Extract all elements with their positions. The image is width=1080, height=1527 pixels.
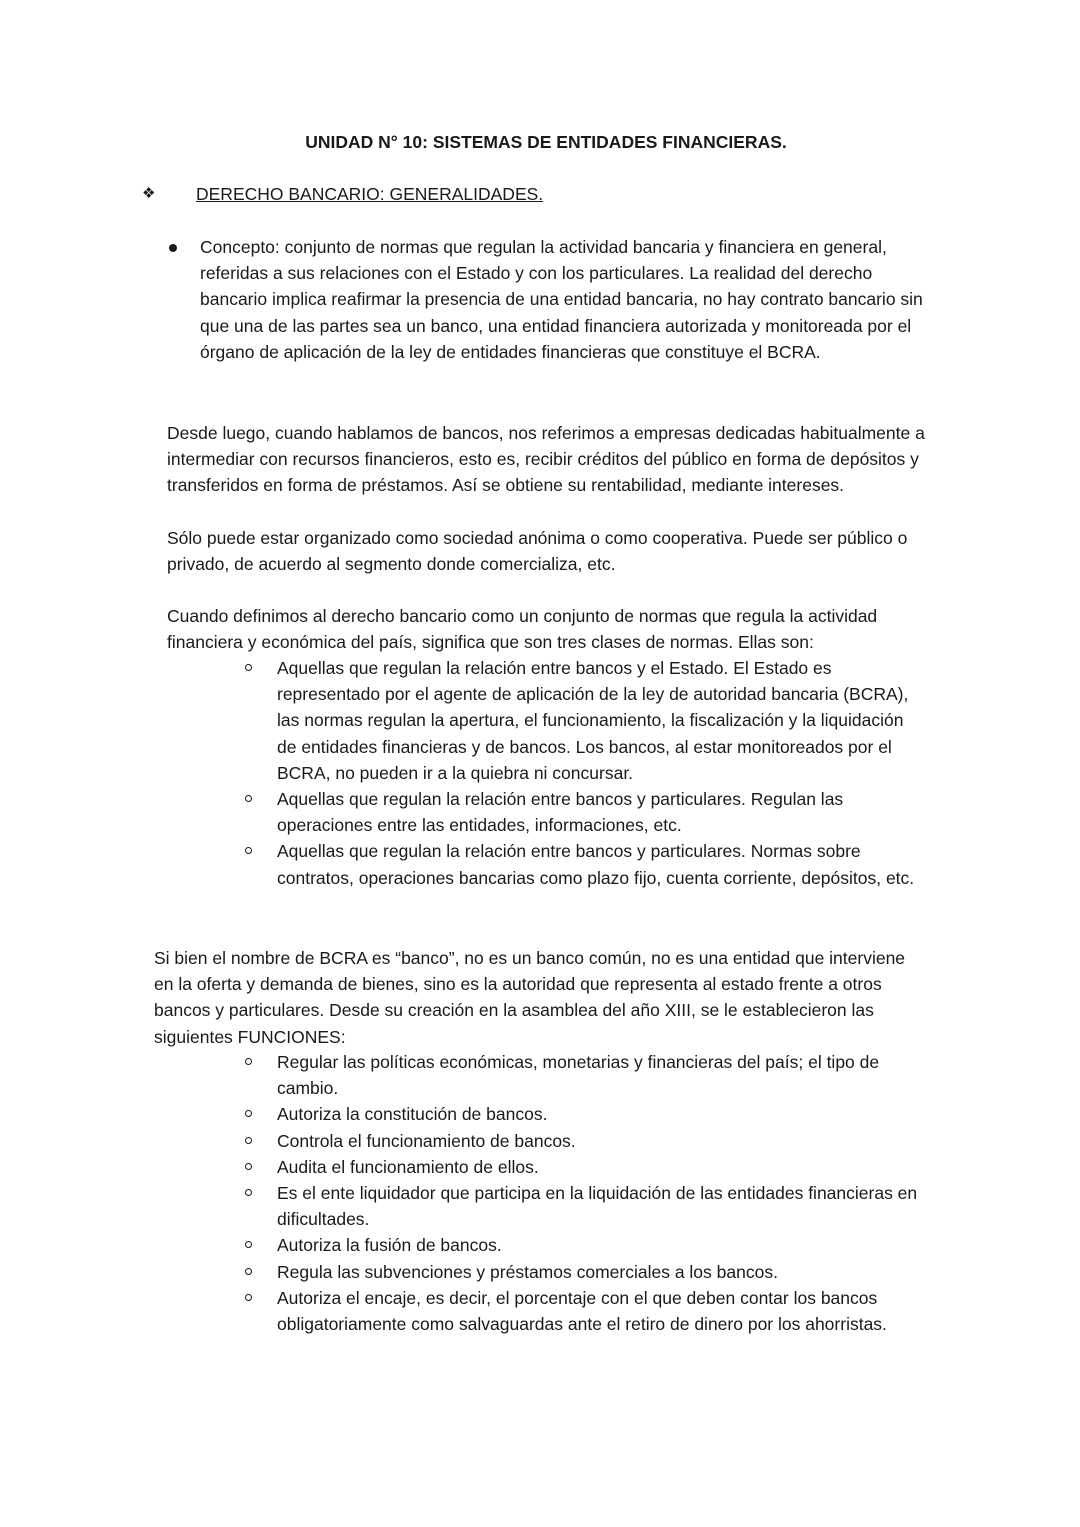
paragraph-organization: Sólo puede estar organizado como sociedad anónima o como cooperativa. Puede ser público o privado, de acuerdo al segmento donde comercializa, etc. (167, 528, 908, 575)
circle-bullet-icon (245, 1189, 252, 1196)
list-item: Aquellas que regulan la relación entre bancos y particulares. Regulan las operaciones entre las entidades, informaciones, etc. (0, 786, 922, 838)
concept-paragraph: Concepto: conjunto de normas que regulan la actividad bancaria y financiera en general, referidas a sus relaciones con el Estado y con los particulares. La realidad del derecho bancario implica reafirmar la presencia de una entidad bancaria, no hay contrato bancario sin que una de las partes sea un banco, una entidad financiera autorizada y monitoreada por el órgano de aplicación de la ley de entidades financieras que constituye el BCRA. (200, 237, 923, 362)
norm-types-list (0, 655, 922, 891)
paragraph-norm-classes: Cuando definimos al derecho bancario como un conjunto de normas que regula la actividad financiera y económica del país, significa que son tres clases de normas. Ellas son: (167, 606, 878, 653)
circle-bullet-icon (245, 1163, 252, 1170)
list-item: Autoriza el encaje, es decir, el porcentaje con el que deben contar los bancos obligatoriamente como salvaguardas ante el retiro de dinero por los ahorristas. (0, 1285, 922, 1337)
list-item: Aquellas que regulan la relación entre bancos y el Estado. El Estado es representado por el agente de aplicación de la ley de autoridad bancaria (BCRA), las normas regulan la apertura, el funcionamiento, la fiscalización y la liquidación de entidades financieras y de bancos. Los bancos, al estar monitoreados por el BCRA, no pueden ir a la quiebra ni concursar. (0, 655, 922, 786)
document-title: UNIDAD N° 10: SISTEMAS DE ENTIDADES FINANCIERAS. (305, 132, 787, 152)
list-item: Autoriza la fusión de bancos. (0, 1232, 922, 1258)
filled-bullet-icon (169, 244, 177, 252)
diamond-bullet-icon: ❖ (142, 185, 156, 202)
list-item: Audita el funcionamiento de ellos. (0, 1154, 922, 1180)
circle-bullet-icon (245, 664, 252, 671)
circle-bullet-icon (245, 795, 252, 802)
circle-bullet-icon (245, 847, 252, 854)
paragraph-banks: Desde luego, cuando hablamos de bancos, nos referimos a empresas dedicadas habitualmente a intermediar con recursos financieros, esto es, recibir créditos del público en forma de depósitos y transferidos en forma de préstamos. Así se obtiene su rentabilidad, mediante intereses. (167, 423, 925, 496)
circle-bullet-icon (245, 1294, 252, 1301)
paragraph-bcra: Si bien el nombre de BCRA es “banco”, no es un banco común, no es una entidad que interviene en la oferta y demanda de bienes, sino es la autoridad que representa al estado frente a otros bancos y particulares. Desde su creación en la asamblea del año XIII, se le establecieron las siguientes FUNCIONES: (154, 948, 906, 1047)
circle-bullet-icon (245, 1137, 252, 1144)
functions-list (0, 1049, 922, 1337)
list-item: Es el ente liquidador que participa en la liquidación de las entidades financieras en dificultades. (0, 1180, 922, 1232)
list-item: Controla el funcionamiento de bancos. (0, 1128, 922, 1154)
list-item: Regular las políticas económicas, monetarias y financieras del país; el tipo de cambio. (0, 1049, 922, 1101)
circle-bullet-icon (245, 1110, 252, 1117)
list-item: Aquellas que regulan la relación entre bancos y particulares. Normas sobre contratos, operaciones bancarias como plazo fijo, cuenta corriente, depósitos, etc. (0, 838, 922, 890)
list-item: Regula las subvenciones y préstamos comerciales a los bancos. (0, 1259, 922, 1285)
circle-bullet-icon (245, 1058, 252, 1065)
list-item: Autoriza la constitución de bancos. (0, 1101, 922, 1127)
section-heading (142, 181, 543, 207)
circle-bullet-icon (245, 1241, 252, 1248)
section-heading-text: DERECHO BANCARIO: GENERALIDADES. (196, 184, 544, 204)
circle-bullet-icon (245, 1268, 252, 1275)
